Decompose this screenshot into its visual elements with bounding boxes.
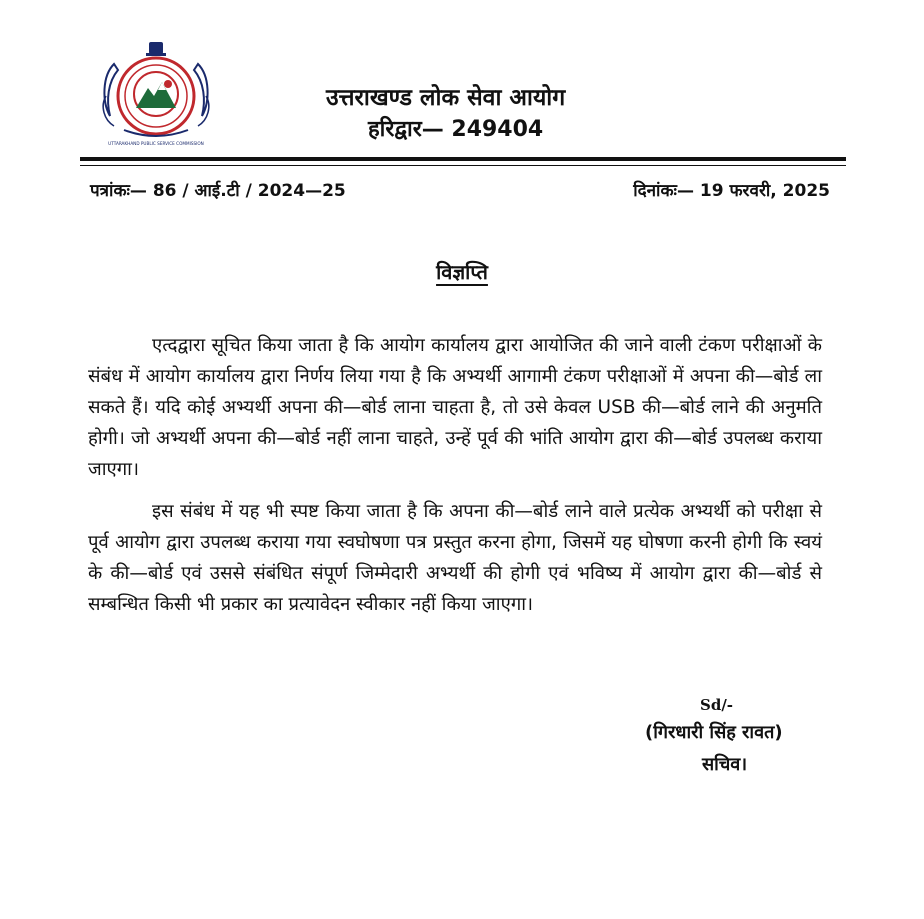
svg-text:UTTARAKHAND PUBLIC SERVICE COM: UTTARAKHAND PUBLIC SERVICE COMMISSION [108, 141, 204, 146]
organization-address: हरिद्वार— 249404 [368, 117, 544, 142]
header-divider-thin [80, 165, 846, 166]
signatory-designation: सचिव। [702, 754, 748, 775]
notice-title-text: विज्ञप्ति [436, 260, 488, 284]
notice-title [0, 258, 924, 285]
notice-paragraph-2: इस संबंध में यह भी स्पष्ट किया जाता है कि अपना की—बोर्ड लाने वाले प्रत्येक अभ्यर्थी को परीक्षा से पूर्व आयोग द्वारा उपलब्ध कराया गया स्वघोषणा पत्र प्रस्तुत करना होगा, जिसमें यह घोषणा करनी होगी कि स्वयं के की—बोर्ड एवं उससे संबंधित संपूर्ण जिम्मेदारी अभ्यर्थी की होगी एवं भविष्य में आयोग द्वारा की—बोर्ड से सम्बन्धित किसी भी प्रकार का प्रत्यावेदन स्वीकार नहीं किया जाएगा। [88, 501, 822, 615]
signature-sd: Sd/- [700, 696, 734, 714]
emblem-icon [96, 36, 216, 148]
notice-paragraph-1: एत्दद्वारा सूचित किया जाता है कि आयोग कार्यालय द्वारा आयोजित की जाने वाली टंकण परीक्षाओं के संबंध में आयोग कार्यालय द्वारा निर्णय लिया गया है कि अभ्यर्थी आगामी टंकण परीक्षाओं में अपना की—बोर्ड ला सकते हैं। यदि कोई अभ्यर्थी अपना की—बोर्ड लाना चाहता है, तो उसे केवल USB की—बोर्ड लाने की अनुमति होगी। जो अभ्यर्थी अपना की—बोर्ड नहीं लाना चाहते, उन्हें पूर्व की भांति आयोग द्वारा की—बोर्ड उपलब्ध कराया जाएगा। [88, 335, 822, 480]
letter-date: दिनांकः— 19 फरवरी, 2025 [633, 181, 830, 201]
commission-logo [96, 36, 216, 148]
reference-number: पत्रांकः— 86 / आई.टी / 2024—25 [90, 181, 346, 201]
signatory-name: (गिरधारी सिंह रावत) [645, 722, 783, 743]
organization-name: उत्तराखण्ड लोक सेवा आयोग [326, 85, 566, 111]
header-divider-thick [80, 157, 846, 161]
